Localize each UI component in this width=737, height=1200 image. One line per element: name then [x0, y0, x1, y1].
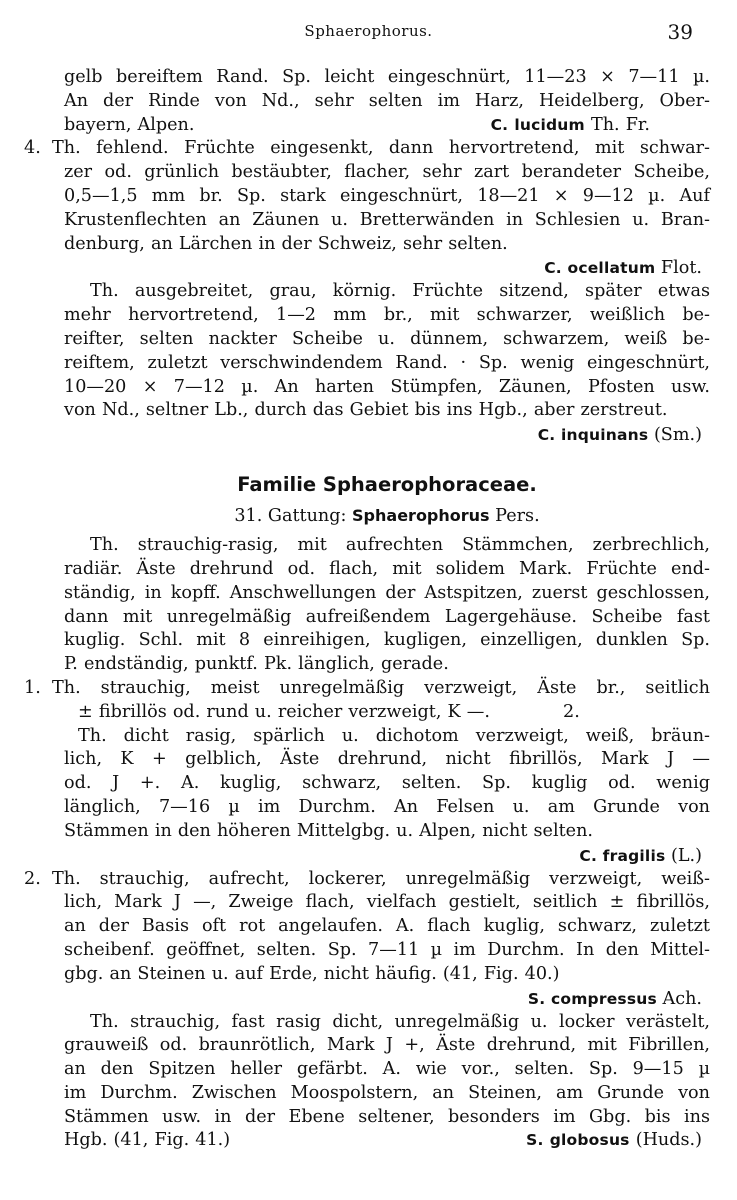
genus-heading [64, 506, 710, 526]
text-line: Th. strauchig, fast rasig dicht, unregelmäßig u. locker verästelt, [90, 1011, 710, 1032]
page-content [24, 66, 710, 1153]
text-line [64, 1129, 710, 1153]
text-line: im Durchm. Zwischen Moospolstern, an Steinen, am Grunde von [64, 1082, 710, 1103]
text-line: Th. ausgebreitet, grau, körnig. Früchte sitzend, später etwas [90, 281, 710, 302]
species-binomial: C. lucidum [490, 115, 585, 134]
species-name [491, 114, 650, 138]
text-line: gelb bereiftem Rand. Sp. leicht eingeschnürt, 11—23 × 7—11 µ. [64, 67, 710, 87]
page-number: 39 [667, 20, 693, 44]
running-head: Sphaerophorus. [304, 22, 433, 40]
key-number: 4. [24, 138, 41, 159]
text-line: lich, K + gelblich, Äste drehrund, nicht fibrillös, Mark J — [64, 749, 710, 770]
species-author: Th. Fr. [590, 114, 650, 135]
text-line: reifter, selten nackter Scheibe u. dünnem, schwarzem, weiß be- [64, 328, 710, 349]
species-binomial: C. ocellatum [544, 259, 656, 278]
text-line: 0,5—1,5 mm br. Sp. stark eingeschnürt, 18—21 × 9—12 µ. Auf [64, 185, 710, 206]
text-line: denburg, an Lärchen in der Schweiz, sehr selten. [64, 233, 508, 254]
genus-name: Sphaerophorus [352, 506, 490, 526]
key-entry-line [24, 677, 710, 701]
species-name [526, 1129, 702, 1153]
key-entry-line [24, 868, 710, 892]
text-line: 10—20 × 7—12 µ. An harten Stümpfen, Zäunen, Pfosten usw. [64, 376, 710, 397]
text-line: kuglig. Schl. mit 8 einreihigen, kugligen, einzelligen, dunklen Sp. [64, 630, 710, 651]
text-line: lich, Mark J —, Zweige flach, vielfach gestielt, seitlich ± fibrillös, [64, 892, 710, 913]
text-line: ständig, in kopff. Anschwellungen der Astspitzen, zuerst geschlossen, [64, 582, 710, 603]
text-line: scheibenf. geöffnet, selten. Sp. 7—11 µ im Durchm. In den Mittel- [64, 939, 710, 960]
page-header [0, 22, 737, 46]
species-author: (Huds.) [635, 1130, 702, 1151]
text-line: von Nd., seltner Lb., durch das Gebiet bis ins Hgb., aber zerstreut. [64, 400, 668, 421]
text-line: radiär. Äste drehrund od. flach, mit solidem Mark. Früchte end- [64, 558, 710, 579]
text-line: dann mit unregelmäßig aufreißendem Lagergehäuse. Scheibe fast [64, 606, 710, 627]
text-line: Krustenflechten an Zäunen u. Bretterwänden in Schlesien u. Bran- [64, 209, 710, 230]
key-entry-line [24, 137, 710, 161]
key-number: 1. [24, 677, 41, 698]
species-author: (L.) [670, 845, 702, 866]
species-name [64, 423, 710, 447]
text-fragment: bayern, Alpen. [64, 114, 195, 135]
species-name [64, 844, 710, 868]
text-line: od. J +. A. kuglig, schwarz, selten. Sp. kuglig od. wenig [64, 773, 710, 794]
text-line: Th. strauchig-rasig, mit aufrechten Stämmchen, zerbrechlich, [90, 535, 710, 556]
species-author: (Sm.) [653, 425, 702, 446]
text-line: mehr hervortretend, 1—2 mm br., mit schwarzer, weißlich be- [64, 305, 710, 326]
text-line: zer od. grünlich bestäubter, flacher, sehr zart berandeter Scheibe, [64, 162, 710, 183]
text-line: an der Basis oft rot angelaufen. A. flach kuglig, schwarz, zuletzt [64, 916, 710, 937]
text-line: gbg. an Steinen u. auf Erde, nicht häufig. (41, Fig. 40.) [64, 963, 560, 984]
text-line: grauweiß od. braunrötlich, Mark J +, Äste drehrund, mit Fibrillen, [64, 1035, 710, 1056]
text-fragment: Th. fehlend. Früchte eingesenkt, dann hervortretend, mit schwar- [52, 138, 710, 159]
species-author: Flot. [660, 258, 702, 279]
text-line: reiftem, zuletzt verschwindendem Rand. · Sp. wenig eingeschnürt, [64, 352, 710, 373]
genus-prefix: 31. Gattung: [234, 506, 347, 527]
genus-author: Pers. [495, 506, 540, 527]
species-binomial: C. inquinans [537, 426, 649, 445]
text-fragment: Th. strauchig, aufrecht, lockerer, unregelmäßig verzweigt, weiß- [52, 868, 710, 889]
text-line [64, 114, 710, 138]
family-heading: Familie Sphaerophoraceae. [237, 473, 537, 497]
text-line: Stämmen in den höheren Mittelgbg. u. Alpen, nicht selten. [64, 820, 593, 841]
key-number: 2. [24, 868, 41, 889]
text-line: Stämmen usw. in der Ebene seltener, besonders im Gbg. bis ins [64, 1106, 710, 1127]
text-line: Th. dicht rasig, spärlich u. dichotom verzweigt, weiß, bräun- [78, 725, 710, 746]
species-binomial: C. fragilis [579, 846, 666, 865]
species-binomial: S. compressus [527, 989, 657, 1008]
text-fragment: Th. strauchig, meist unregelmäßig verzweigt, Äste br., seitlich [52, 677, 710, 698]
species-name [64, 987, 710, 1011]
text-line: ± fibrillös od. rund u. reicher verzweigt, K —. 2. [78, 701, 580, 722]
species-binomial: S. globosus [526, 1131, 630, 1150]
text-line: P. endständig, punktf. Pk. länglich, gerade. [64, 654, 449, 675]
species-name [64, 256, 710, 280]
species-author: Ach. [662, 988, 702, 1009]
text-line: An der Rinde von Nd., sehr selten im Harz, Heidelberg, Ober- [64, 90, 710, 111]
text-line: länglich, 7—16 µ im Durchm. An Felsen u. am Grunde von [64, 796, 710, 817]
text-line: an den Spitzen heller gefärbt. A. wie vor., selten. Sp. 9—15 µ [64, 1059, 710, 1080]
text-fragment: Hgb. (41, Fig. 41.) [64, 1130, 231, 1151]
